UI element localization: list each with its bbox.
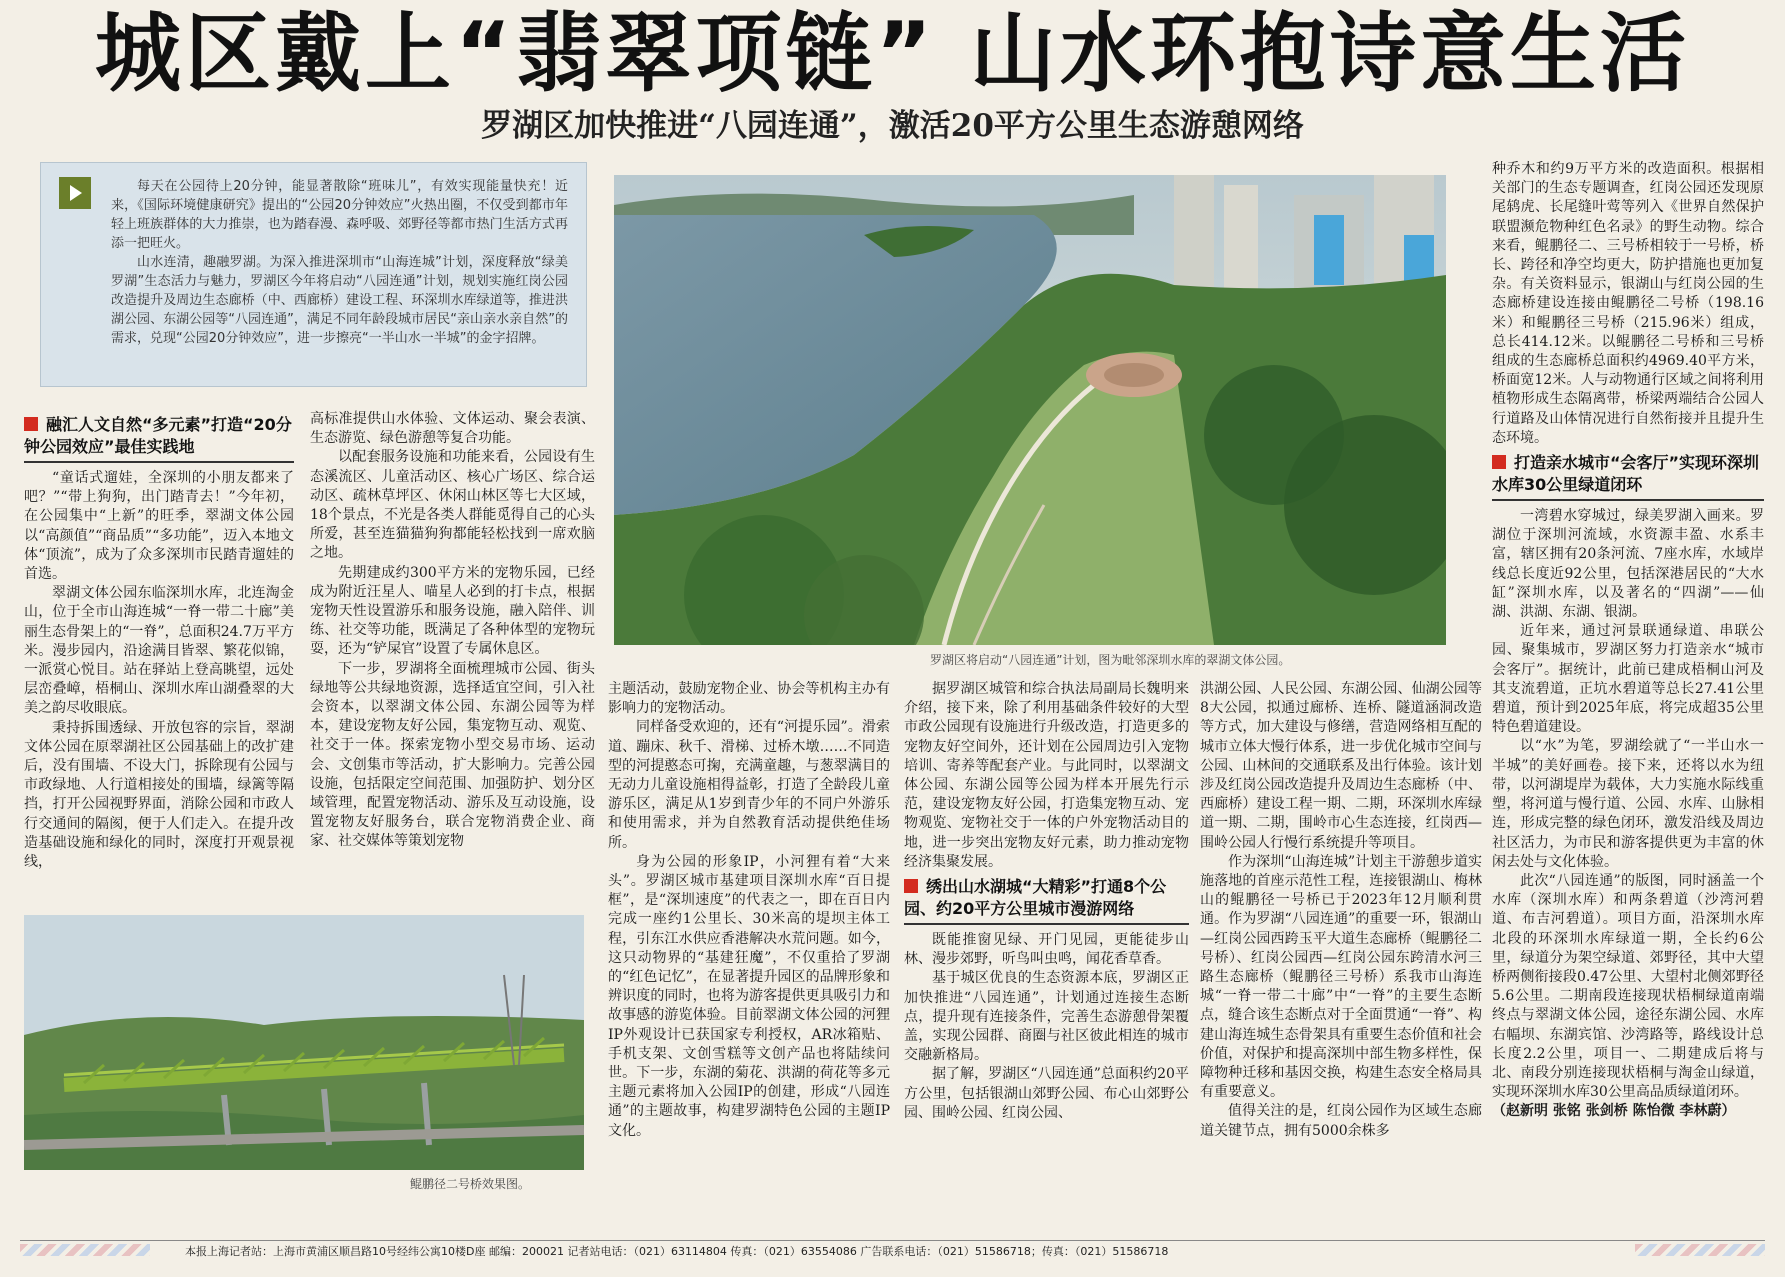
section-heading-1 [24,414,294,463]
intro-paragraph: 每天在公园待上20分钟，能显著散除“班味儿”，有效实现能量快充！近来，《国际环境健康研究》提出的“公园20分钟效应”火热出圈，不仅受到都市年轻上班族群体的大力推崇，也为踏春漫、森呼吸、郊野径等都市热门生活方式再添一把旺火。 [111,179,568,251]
article-paragraph: 据了解，罗湖区“八园连通”总面积约20平方公里，包括银湖山郊野公园、布心山郊野公园、围岭公园、红岗公园、 [904,1066,1189,1121]
footer-stripes-right [1635,1244,1765,1256]
intro-box [40,162,587,387]
column-3 [608,680,890,1210]
column-2 [310,410,595,900]
article-paragraph: “童话式遛娃，全深圳的小朋友都来了吧？”“带上狗狗，出门踏青去！”今年初，在公园集中“上新”的旺季，翠湖文体公园以“高颜值”“商品质”“多功能”，迈入本地文体“顶流”，成为了众多深圳市民踏青遛娃的首选。 [24,470,294,583]
article-paragraph: 翠湖文体公园东临深圳水库，北连淘金山，位于全市山海连城“一脊一带二十廊”美丽生态骨架上的“一脊”，总面积24.7万平方米。漫步园内，沿途满目皆翠、繁花似锦，一派赏心悦目。站在驿站上登高眺望，远处层峦叠嶂，梧桐山、深圳水库山湖叠翠的大美之韵尽收眼底。 [24,585,294,717]
main-photo-caption: 罗湖区将启动“八园连通”计划，图为毗邻深圳水库的翠湖文体公园。 [930,653,1291,667]
red-square-icon [904,879,918,893]
headline: 城区戴上“翡翠项链” 山水环抱诗意生活 [95,4,1690,104]
bridge-illustration [24,915,584,1170]
section-2-title: 绣出山水湖城“大精彩”打通8个公园、约20平方公里城市漫游网络 [904,877,1167,919]
article-paragraph: 种乔木和约9万平方米的改造面积。根据相关部门的生态专题调查，红岗公园还发现原尾鸫虎、长尾缝叶莺等列入《世界自然保护联盟濒危物种红色名录》的野生动物。综合来看，鲲鹏径二、三号桥相较于一号桥，桥长、跨径和净空均更大，防护措施也更加复杂。有关资料显示，银湖山与红岗公园的生态廊桥建设连接由鲲鹏径二号桥（198.16米）和鲲鹏径三号桥（215.96米）组成，总长414.12米。以鲲鹏径二号桥和三号桥组成的生态廊桥总面积约4969.40平方米，桥面宽12米。人与动物通行区域之间将利用植物形成生态隔离带，桥梁两端结合公园人行道路及山体情况进行自然衔接并且提升生态环境。 [1492,161,1764,446]
bridge-photo-caption: 鲲鹏径二号桥效果图。 [410,1177,531,1191]
section-3-title: 打造亲水城市“会客厅”实现环深圳水库30公里绿道闭环 [1492,453,1760,495]
footer-contact: 本报上海记者站：上海市黄浦区顺昌路10号经纬公寓10楼D座 邮编：200021 记者站电话：（021）63114804 传真：（021）63554086 广告联系电话：（021）51586718；传真：（021）51586718 [185,1245,1169,1258]
article-paragraph: 近年来，通过河景联通绿道、串联公园、聚集城市，罗湖区努力打造亲水“城市会客厅”。据统计，此前已建成梧桐山河及其支流碧道，正坑水碧道等总长27.41公里碧道，预计到2025年底，将完成超35公里特色碧道建设。 [1492,623,1764,736]
article-paragraph: 据罗湖区城管和综合执法局副局长魏明来介绍，接下来，除了利用基础条件较好的大型市政公园现有设施进行升级改造，打造更多的宠物友好空间外，还计划在公园周边引入宠物培训、寄养等配套产业。与此同时，以翠湖文体公园、东湖公园等公园为样本开展先行示范，建设宠物友好公园，打造集宠物互动、宠物观览、宠物社交于一体的户外宠物活动目的地，进一步突出宠物友好元素，助力推动宠物经济集聚发展。 [904,681,1189,870]
column-4 [904,680,1189,1210]
article-paragraph: 以配套服务设施和功能来看，公园设有生态溪流区、儿童活动区、核心广场区、综合运动区、疏林草坪区、休闲山林区等七大区域，18个景点，不光是各类人群能觅得自己的心头所爱，甚至连猫猫狗狗都能轻松找到一席欢脑之地。 [310,449,595,562]
article-paragraph: 值得关注的是，红岗公园作为区域生态廊道关键节点，拥有5000余株多 [1200,1103,1482,1139]
intro-paragraph: 山水连清，趣融罗湖。为深入推进深圳市“山海连城”计划，深度释放“绿美罗湖”生态活力与魅力，罗湖区今年将启动“八园连通”计划，规划实施红岗公园改造提升及周边生态廊桥（中、西廊桥）建设工程、环深圳水库绿道等，推进洪湖公园、东湖公园等“八园连通”，满足不同年龄段城市居民“亲山亲水亲自然”的需求，兑现“公园20分钟效应”，进一步擦亮“一半山水一半城”的金字招牌。 [111,255,568,346]
article-paragraph: 基于城区优良的生态资源本底，罗湖区正加快推进“八园连通”，计划通过连接生态断点，提升现有连接条件，完善生态游憩骨架覆盖，实现公园群、商圈与社区彼此相连的城市交融新格局。 [904,970,1189,1064]
section-1-title: 融汇人文自然“多元素”打造“20分钟公园效应”最佳实践地 [24,415,292,456]
article-paragraph: 作为深圳“山海连城”计划主干游憩步道实施落地的首座示范性工程，连接银湖山、梅林山的鲲鹏径一号桥已于2023年12月顺利贯通。作为罗湖“八园连通”的重要一环，银湖山—红岗公园西跨玉平大道生态廊桥（鲲鹏径二号桥）、红岗公园西—红岗公园东跨清水河三路生态廊桥（鲲鹏径三号桥）系我市山海连城“一脊一带二十廊”中“一脊”的主要生态断点，缝合该生态断点对于全面贯通“一脊”、构建山海连城生态骨架具有重要生态价值和社会价值，对保护和提高深圳中部生物多样性，保障物种迁移和基因交换，构建生态安全格局具有重要意义。 [1200,853,1482,1101]
subheadline: 罗湖区加快推进“八园连通”，激活20平方公里生态游憩网络 [481,108,1304,144]
byline: （赵新明 张铭 张剑桥 陈怡微 李林蔚） [1492,1103,1736,1120]
bridge-rendering-photo [24,915,584,1170]
red-square-icon [1492,455,1506,469]
article-paragraph: 此次“八园连通”的版图，同时涵盖一个水库（深圳水库）和两条碧道（沙湾河碧道、布吉河碧道）。项目方面，沿深圳水库北段的环深圳水库绿道一期，全长约6公里，绿道分为架空绿道、郊野径，其中大望桥两侧衔接段0.47公里、大望村北侧郊野径5.6公里。二期南段连接现状梧桐绿道南端终点与翠湖文体公园，途径东湖公园、水库右幅坝、东湖宾馆、沙湾路等，路线设计总长度2.2公里，项目一、二期建成后将与北、南段分别连接现状梧桐与淘金山绿道，实现环深圳水库30公里高品质绿道闭环。 [1492,872,1764,1101]
column-6 [1492,160,1764,1220]
column-1 [24,410,294,900]
red-square-icon [24,417,38,431]
section-heading-2 [904,876,1189,925]
article-paragraph: 同样备受欢迎的，还有“河提乐园”。滑索道、蹦床、秋千、滑梯、过桥木墩……不同造型的河提憨态可掬，充满童趣，与葱翠满目的无动力儿童设施相得益彰，打造了全龄段儿童游乐区，满足从1岁到青少年的不同户外游乐和使用需求，并为自然教育活动提供绝佳场所。 [608,719,890,851]
section-heading-3 [1492,452,1764,501]
article-paragraph: 身为公园的形象IP，小河狸有着“大来头”。罗湖区城市基建项目深圳水库“百日提框”，是“深圳速度”的代表之一，即在百日内完成一座约1公里长、30米高的堤坝主体工程，引东江水供应香港解决水荒问题。如今，这只动物界的“基建狂魔”，不仅重拾了罗湖的“红色记忆”，在显著提升园区的品牌形象和辨识度的同时，也将为游客提供更具吸引力和故事感的游览体验。目前翠湖文体公园的河狸IP外观设计已获国家专利授权，AR冰箱贴、手机支架、文创雪糕等文创产品也将陆续问世。下一步，东湖的菊花、洪湖的荷花等多元主题元素将加入公园IP的创建，形成“八园连通”的主题故事，构建罗湖特色公园的主题IP文化。 [608,853,890,1139]
article-paragraph: 既能推窗见绿、开门见园，更能徒步山林、漫步郊野，听鸟叫虫鸣，闻花香草香。 [904,932,1189,968]
article-paragraph: 高标准提供山水体验、文体运动、聚会表演、生态游览、绿色游憩等复合功能。 [310,411,595,447]
article-paragraph: 先期建成约300平方米的宠物乐园，已经成为附近汪星人、喵星人必到的打卡点，根据宠物天性设置游乐和服务设施，融入陪伴、训练、社交等功能，既满足了各种体型的宠物玩耍，还为“铲屎官”设置了专属休息区。 [310,564,595,658]
article-paragraph: 一湾碧水穿城过，绿美罗湖入画来。罗湖位于深圳河流域，水资源丰盈、水系丰富，辖区拥有20条河流、7座水库，水域岸线总长度近92公里，包括深港居民的“大水缸”深圳水库，以及著名的“四湖”——仙湖、洪湖、东湖、银湖。 [1492,508,1764,621]
park-aerial-illustration [614,175,1446,645]
column-5 [1200,680,1482,1210]
article-paragraph: 以“水”为笔，罗湖绘就了“一半山水一半城”的美好画卷。接下来，还将以水为纽带，以河湖堤岸为载体，大力实施水际线重塑，将河道与慢行道、公园、水库、山脉相连，形成完整的绿色闭环，激发沿线及周边社区活力，为市民和游客提供更为丰富的休闲去处与文化体验。 [1492,738,1764,870]
footer-stripes-left [20,1244,150,1256]
article-paragraph: 秉持拆围透绿、开放包容的宗旨，翠湖文体公园在原翠湖社区公园基础上的改扩建后，没有围墙、不设大门，拆除现有公园与市政绿地、人行道相接处的围墙，绿篱等隔挡，打开公园视野界面，消除公园和市政人行交通间的隔阂，便于人们走入。在提升改造基础设施和绿化的同时，深度打开观景视线， [24,719,294,871]
main-park-photo [614,175,1446,645]
article-paragraph: 洪湖公园、人民公园、东湖公园、仙湖公园等8大公园，拟通过廊桥、连桥、隧道涵洞改造等方式，加大建设与修缮，营造网络相互配的城市立体大慢行体系，进一步优化城市空间与公园、山林间的交通联系及出行体验。该计划涉及红岗公园改造提升及周边生态廊桥（中、西廊桥）建设工程一期、二期，环深圳水库绿道一期、二期，围岭市心生态连接，红岗西—围岭公园人行慢行系统提升等项目。 [1200,681,1482,851]
article-paragraph: 主题活动，鼓励宠物企业、协会等机构主办有影响力的宠物活动。 [608,681,890,717]
play-icon [59,177,91,209]
article-paragraph: 下一步，罗湖将全面梳理城市公园、街头绿地等公共绿地资源，选择适宜空间，引入社会资本，以翠湖文体公园、东湖公园等为样本，建设宠物友好公园，集宠物互动、观览、社交于一体。探索宠物小型交易市场、运动会、文创集市等活动，扩大影响力。完善公园设施，包括限定空间范围、加强防护、划分区域管理，配置宠物活动、游乐及互动设施，设置宠物友好服务台，联合宠物消费企业、商家、社交媒体等策划宠物 [310,660,595,850]
